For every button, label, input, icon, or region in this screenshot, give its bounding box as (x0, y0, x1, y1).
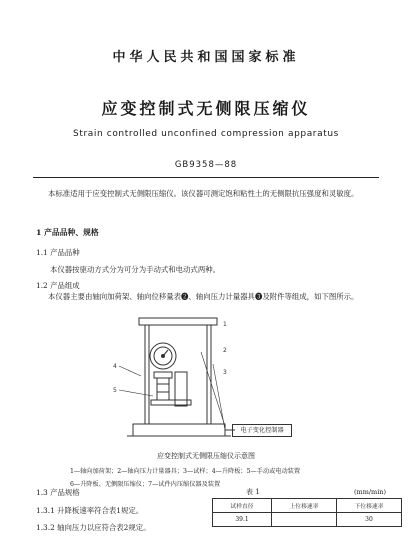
table-header-cell: 下位移速率 (337, 499, 402, 513)
table-unit: (mm/min) (354, 488, 387, 496)
subsection-heading: 1.1 产品品种 (36, 248, 80, 257)
table-header-cell: 试样直径 (213, 499, 272, 513)
top-crossbar (139, 318, 217, 325)
figure-caption: 应变控制式无侧限压缩仪示意图 (157, 452, 255, 460)
figure-legend: 6—升降板、无侧限压缩仪；7—试件内压缩仪器及装置 (70, 481, 221, 488)
subsection-heading: 1.2 产品组成 (36, 281, 80, 290)
subsection-heading: 1.3 产品规格 (36, 488, 80, 497)
subsection-text: 本仪器主要由轴向加荷架、轴向位移量表❷、轴向压力计量器具❸及附件等组成，如下图所示。 (48, 292, 359, 301)
lifting-plate (151, 400, 191, 405)
standard-header: 中华人民共和国国家标准 (112, 50, 300, 65)
callout-label: 3 (223, 369, 227, 376)
pressure-ring (175, 372, 187, 406)
table-cell: 30 (337, 513, 402, 527)
subsection-text: 本仪器按驱动方式分为可分为手动式和电动式两种。 (50, 265, 220, 274)
table-title: 表 1 (246, 488, 260, 496)
standard-number: GB9358—88 (174, 160, 238, 170)
callout-label: 4 (113, 363, 117, 370)
callout-leader (201, 352, 225, 426)
title-divider (33, 177, 379, 178)
clause-text: 1.3.1 升降板速率符合表1规定。 (36, 506, 144, 515)
table-row (213, 513, 402, 527)
section-heading: 1 产品品种、规格 (36, 228, 99, 237)
table-cell (272, 513, 337, 527)
instrument-box: 电子变化控制器 (232, 424, 292, 437)
callout-label: 1 (223, 321, 227, 328)
callout-label: 5 (113, 387, 117, 394)
table-header-cell: 上位移速率 (272, 499, 337, 513)
english-subtitle: Strain controlled unconfined compression apparatus (73, 129, 339, 139)
table-cell: 39.1 (213, 513, 272, 527)
figure-legend: 1—轴向加荷架；2—轴向压力计量器具；3—试样；4—升降板；5—手动或电动装置 (70, 468, 301, 475)
clause-text: 1.3.2 轴向压力以应符合表2规定。 (36, 523, 151, 532)
base (133, 424, 225, 436)
soil-sample (157, 378, 169, 400)
spec-table (212, 498, 402, 527)
page-title: 应变控制式无侧限压缩仪 (101, 99, 311, 118)
callout-label: 2 (223, 347, 227, 354)
table-header-row (213, 499, 402, 513)
scope-paragraph: 本标准适用于应变控制式无侧限压缩仪。该仪器可测定饱和粘性土的无侧限抗压强度和灵敏度。 (48, 189, 359, 198)
